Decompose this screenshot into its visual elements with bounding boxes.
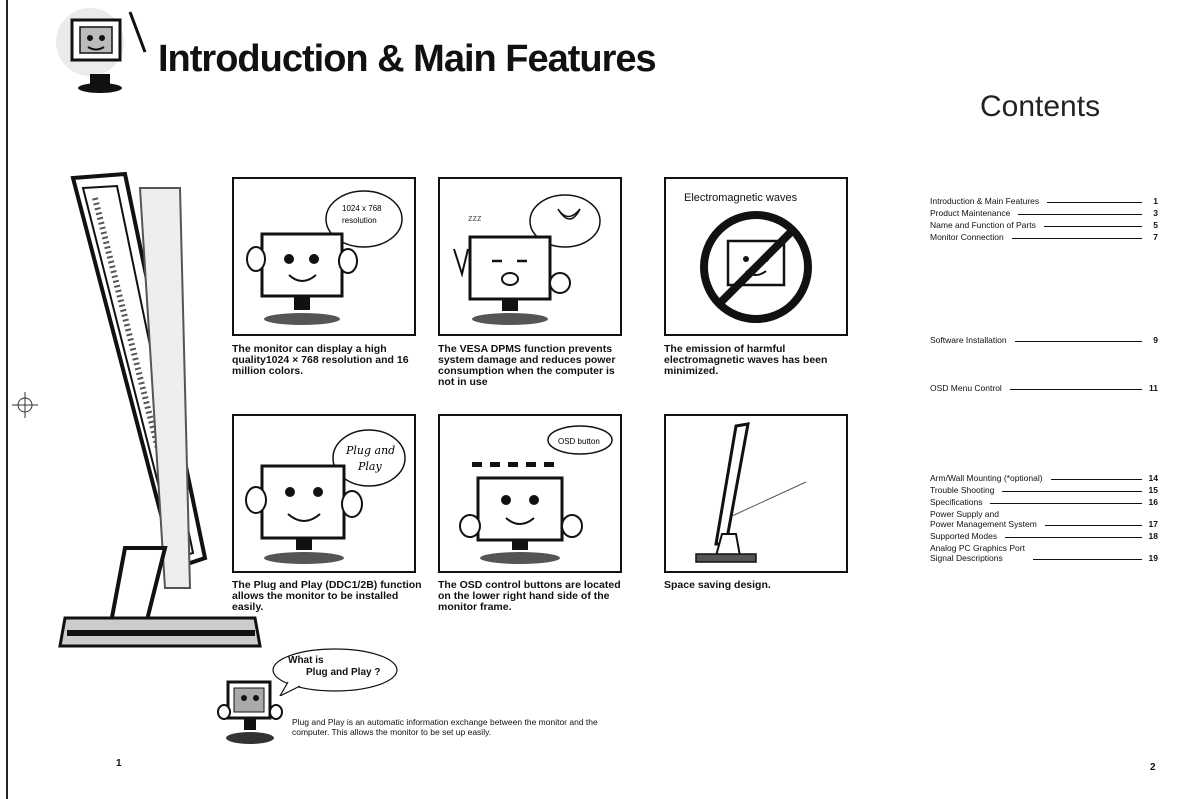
- contents-heading: Contents: [980, 90, 1101, 123]
- toc-entry[interactable]: Introduction & Main Features 1: [930, 196, 1158, 206]
- toc-entry[interactable]: Specifications 16: [930, 497, 1158, 507]
- svg-text:resolution: resolution: [342, 216, 377, 225]
- toc-group-3: [930, 383, 1158, 393]
- feature-image-space-saving: [664, 414, 848, 573]
- toc-group-2: [930, 335, 1158, 345]
- page-title: Introduction & Main Features: [158, 38, 656, 80]
- toc-entry[interactable]: Monitor Connection 7: [930, 232, 1158, 242]
- svg-text:Play: Play: [358, 460, 382, 473]
- feature-image-plug-and-play: [232, 414, 416, 573]
- bubble-text: 1024 x 768: [342, 204, 382, 213]
- monitor-character-icon: [440, 416, 620, 571]
- toc-group-1: [930, 196, 1158, 242]
- svg-text:zzz: zzz: [468, 213, 482, 223]
- toc-entry[interactable]: OSD Menu Control 11: [930, 383, 1158, 393]
- toc-entry[interactable]: Analog PC Graphics Port Signal Descriptions 19: [930, 543, 1158, 563]
- feature-caption: Space saving design.: [664, 579, 771, 591]
- plug-and-play-question: [288, 655, 380, 679]
- feature-caption: The monitor can display a high quality1024 × 768 resolution and 16 million colors.: [232, 343, 409, 377]
- thin-monitor-side-icon: [666, 416, 846, 571]
- monitor-character-icon: [234, 179, 414, 334]
- feature-caption: The emission of harmful electromagnetic waves has been minimized.: [664, 343, 828, 377]
- registration-mark-icon: [12, 392, 38, 418]
- bubble-text: OSD button: [558, 437, 600, 446]
- feature-image-osd-buttons: [438, 414, 622, 573]
- toc-group-4: [930, 473, 1158, 563]
- toc-entry[interactable]: Product Maintenance 3: [930, 208, 1158, 218]
- bubble-line: What is: [288, 655, 324, 666]
- feature-caption: The Plug and Play (DDC1/2B) function allows the monitor to be installed easily.: [232, 579, 422, 613]
- feature-image-resolution: [232, 177, 416, 336]
- monitor-mascot-icon: [50, 2, 160, 97]
- bubble-line: Plug and Play ?: [306, 667, 381, 678]
- toc-entry[interactable]: Software Installation 9: [930, 335, 1158, 345]
- toc-entry[interactable]: Power Supply and Power Management System 17: [930, 509, 1158, 529]
- feature-caption: The OSD control buttons are located on the lower right hand side of the monitor frame.: [438, 579, 621, 613]
- bubble-text: Electromagnetic waves: [684, 192, 798, 204]
- toc-entry[interactable]: Name and Function of Parts 5: [930, 220, 1158, 230]
- toc-entry[interactable]: Trouble Shooting 15: [930, 485, 1158, 495]
- feature-image-power-saving: [438, 177, 622, 336]
- page-number-left: 1: [116, 758, 122, 769]
- plug-and-play-explanation: Plug and Play is an automatic information exchange between the monitor and the computer. This allows the monitor to be set up easily.: [292, 717, 598, 737]
- no-emission-icon: [666, 179, 846, 334]
- monitor-character-icon: [234, 416, 414, 571]
- page-number-right: 2: [1150, 762, 1156, 773]
- monitor-character-icon: [440, 179, 620, 334]
- page-margin-rule: [6, 0, 8, 799]
- bubble-text: Plug and: [346, 444, 396, 457]
- toc-entry[interactable]: Arm/Wall Mounting (*optional) 14: [930, 473, 1158, 483]
- toc-entry[interactable]: Supported Modes 18: [930, 531, 1158, 541]
- feature-caption: The VESA DPMS function prevents system damage and reduces power consumption when the computer is not in use: [438, 343, 616, 388]
- feature-image-low-emission: [664, 177, 848, 336]
